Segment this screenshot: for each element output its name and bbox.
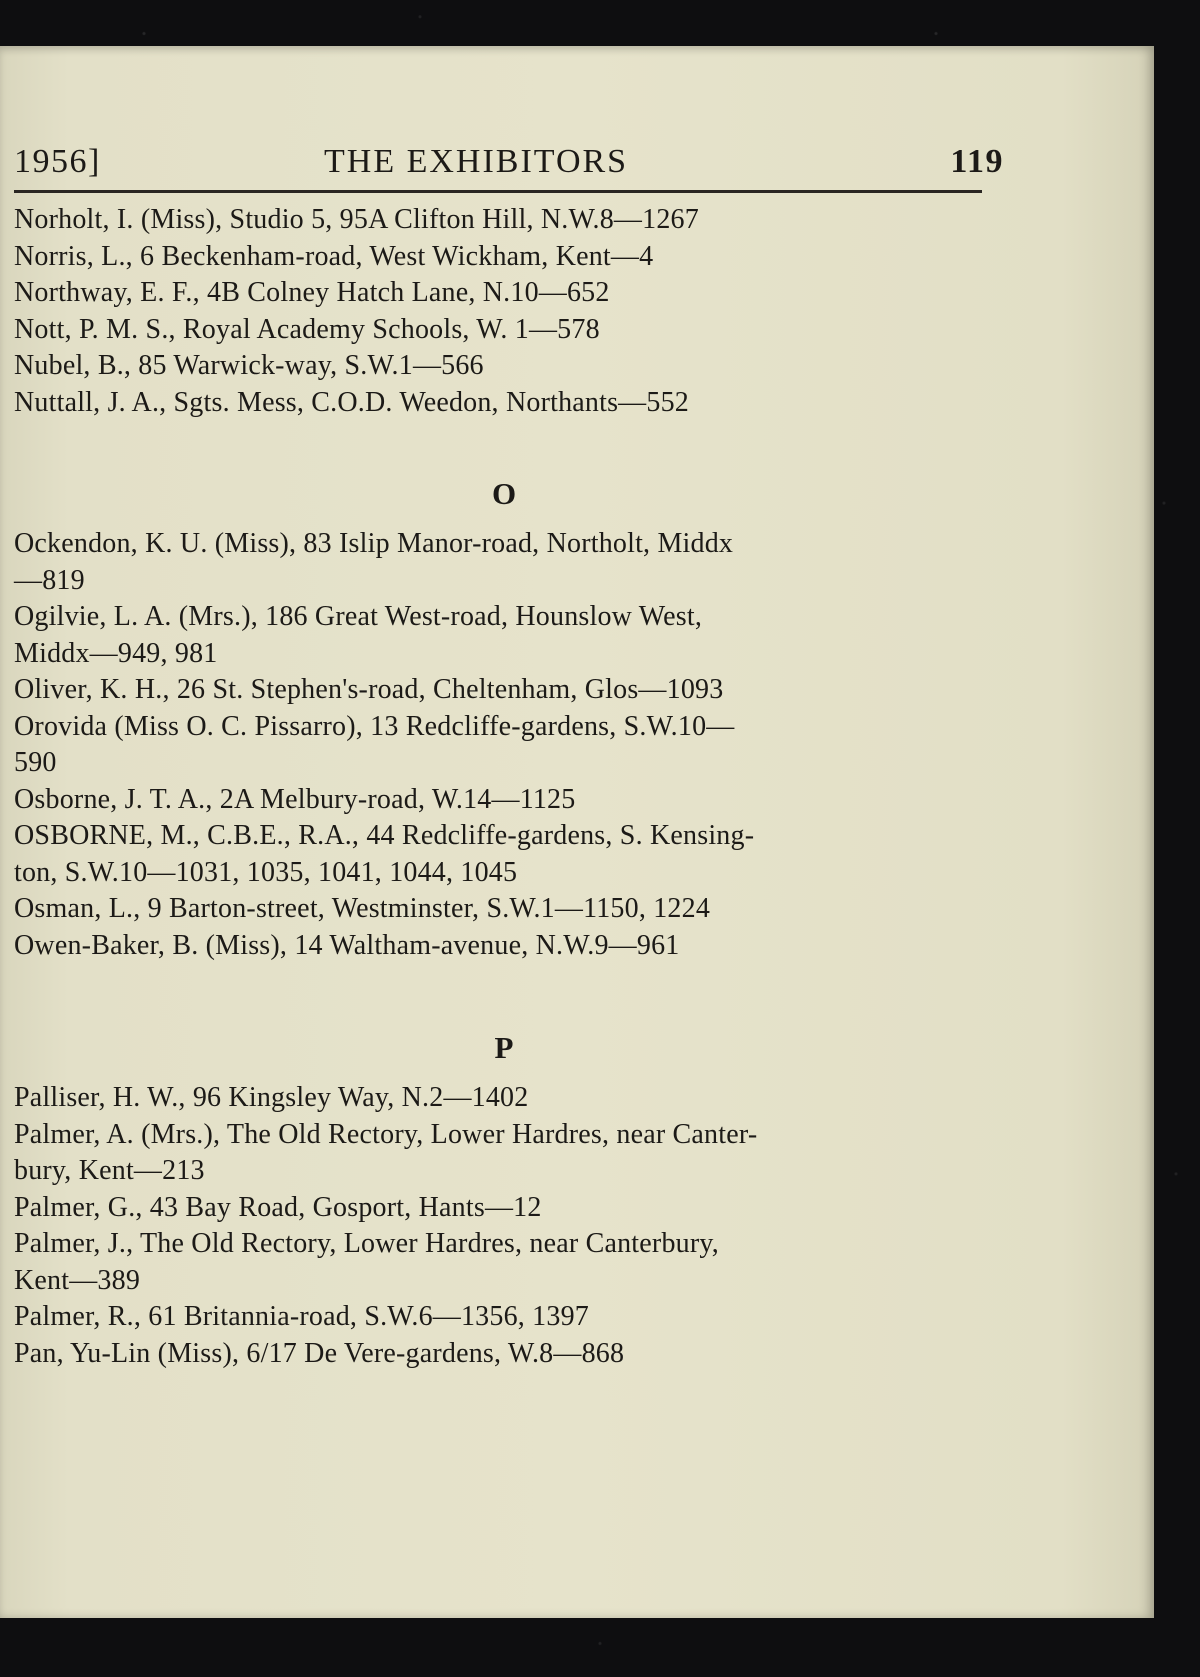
list-item [14, 1336, 1004, 1373]
page-number: 119 [950, 143, 1004, 180]
entry-continuation: —819 [14, 564, 85, 596]
entry-line: Ogilvie, L. A. (Mrs.), 186 Great West-road, Hounslow West, [14, 601, 703, 632]
list-item [14, 385, 1004, 422]
entry-line: Palmer, G., 43 Bay Road, Gosport, Hants—12 [14, 1191, 542, 1223]
list-item [14, 599, 1004, 672]
section-n-list [14, 202, 1004, 421]
list-item [14, 891, 1004, 928]
entry-line: OSBORNE, M., C.B.E., R.A., 44 Redcliffe-gardens, S. Kensing- [14, 820, 755, 851]
entry-line: Nott, P. M. S., Royal Academy Schools, W. 1—578 [14, 313, 600, 345]
list-item [14, 1226, 1004, 1299]
list-item [14, 928, 1004, 965]
list-item [14, 275, 1004, 312]
entry-line: Northway, E. F., 4B Colney Hatch Lane, N.10—652 [14, 277, 610, 308]
entry-continuation: ton, S.W.10—1031, 1035, 1041, 1044, 1045 [14, 856, 518, 888]
entry-line: Osman, L., 9 Barton-street, Westminster, S.W.1—1150, 1224 [14, 893, 711, 924]
list-item [14, 312, 1004, 349]
entry-line: Pan, Yu-Lin (Miss), 6/17 De Vere-gardens, W.8—868 [14, 1337, 625, 1369]
list-item [14, 202, 1004, 239]
page-content [14, 142, 1004, 1372]
list-item [14, 239, 1004, 276]
book-page [0, 46, 1154, 1618]
list-item [14, 526, 1004, 599]
list-item [14, 1299, 1004, 1336]
running-header [14, 142, 1004, 200]
section-o-list [14, 526, 1004, 964]
entry-line: Owen-Baker, B. (Miss), 14 Waltham-avenue, N.W.9—961 [14, 929, 680, 961]
entry-continuation: bury, Kent—213 [14, 1155, 205, 1186]
list-item [14, 818, 1004, 891]
entry-line: Palliser, H. W., 96 Kingsley Way, N.2—1402 [14, 1082, 529, 1113]
section-p-list [14, 1080, 1004, 1372]
entry-line: Oliver, K. H., 26 St. Stephen's-road, Cheltenham, Glos—1093 [14, 674, 724, 705]
entry-continuation: 590 [14, 747, 57, 778]
entry-line: Osborne, J. T. A., 2A Melbury-road, W.14—1125 [14, 783, 576, 815]
list-item [14, 348, 1004, 385]
entry-line: Nubel, B., 85 Warwick-way, S.W.1—566 [14, 350, 484, 381]
list-item [14, 672, 1004, 709]
entry-continuation: Kent—389 [14, 1264, 141, 1296]
entry-line: Nuttall, J. A., Sgts. Mess, C.O.D. Weedon, Northants—552 [14, 386, 689, 418]
list-item [14, 782, 1004, 819]
entry-line: Palmer, J., The Old Rectory, Lower Hardres, near Canterbury, [14, 1228, 719, 1259]
entry-line: Norris, L., 6 Beckenham-road, West Wickham, Kent—4 [14, 240, 654, 272]
entry-line: Palmer, A. (Mrs.), The Old Rectory, Lower Hardres, near Canter- [14, 1118, 758, 1150]
header-title: THE EXHIBITORS [324, 143, 629, 180]
list-item [14, 1190, 1004, 1227]
section-letter-p: P [494, 1030, 514, 1065]
section-letter-o: O [491, 476, 517, 511]
entry-line: Ockendon, K. U. (Miss), 83 Islip Manor-road, Northolt, Middx [14, 528, 734, 559]
list-item [14, 709, 1004, 782]
entry-line: Orovida (Miss O. C. Pissarro), 13 Redcliffe-gardens, S.W.10— [14, 710, 735, 742]
entry-line: Palmer, R., 61 Britannia-road, S.W.6—1356, 1397 [14, 1301, 589, 1332]
list-item [14, 1117, 1004, 1190]
list-item [14, 1080, 1004, 1117]
header-rule [14, 190, 982, 193]
header-year: 1956] [14, 143, 101, 180]
entry-line: Norholt, I. (Miss), Studio 5, 95A Clifton Hill, N.W.8—1267 [14, 204, 699, 235]
entry-continuation: Middx—949, 981 [14, 637, 218, 669]
